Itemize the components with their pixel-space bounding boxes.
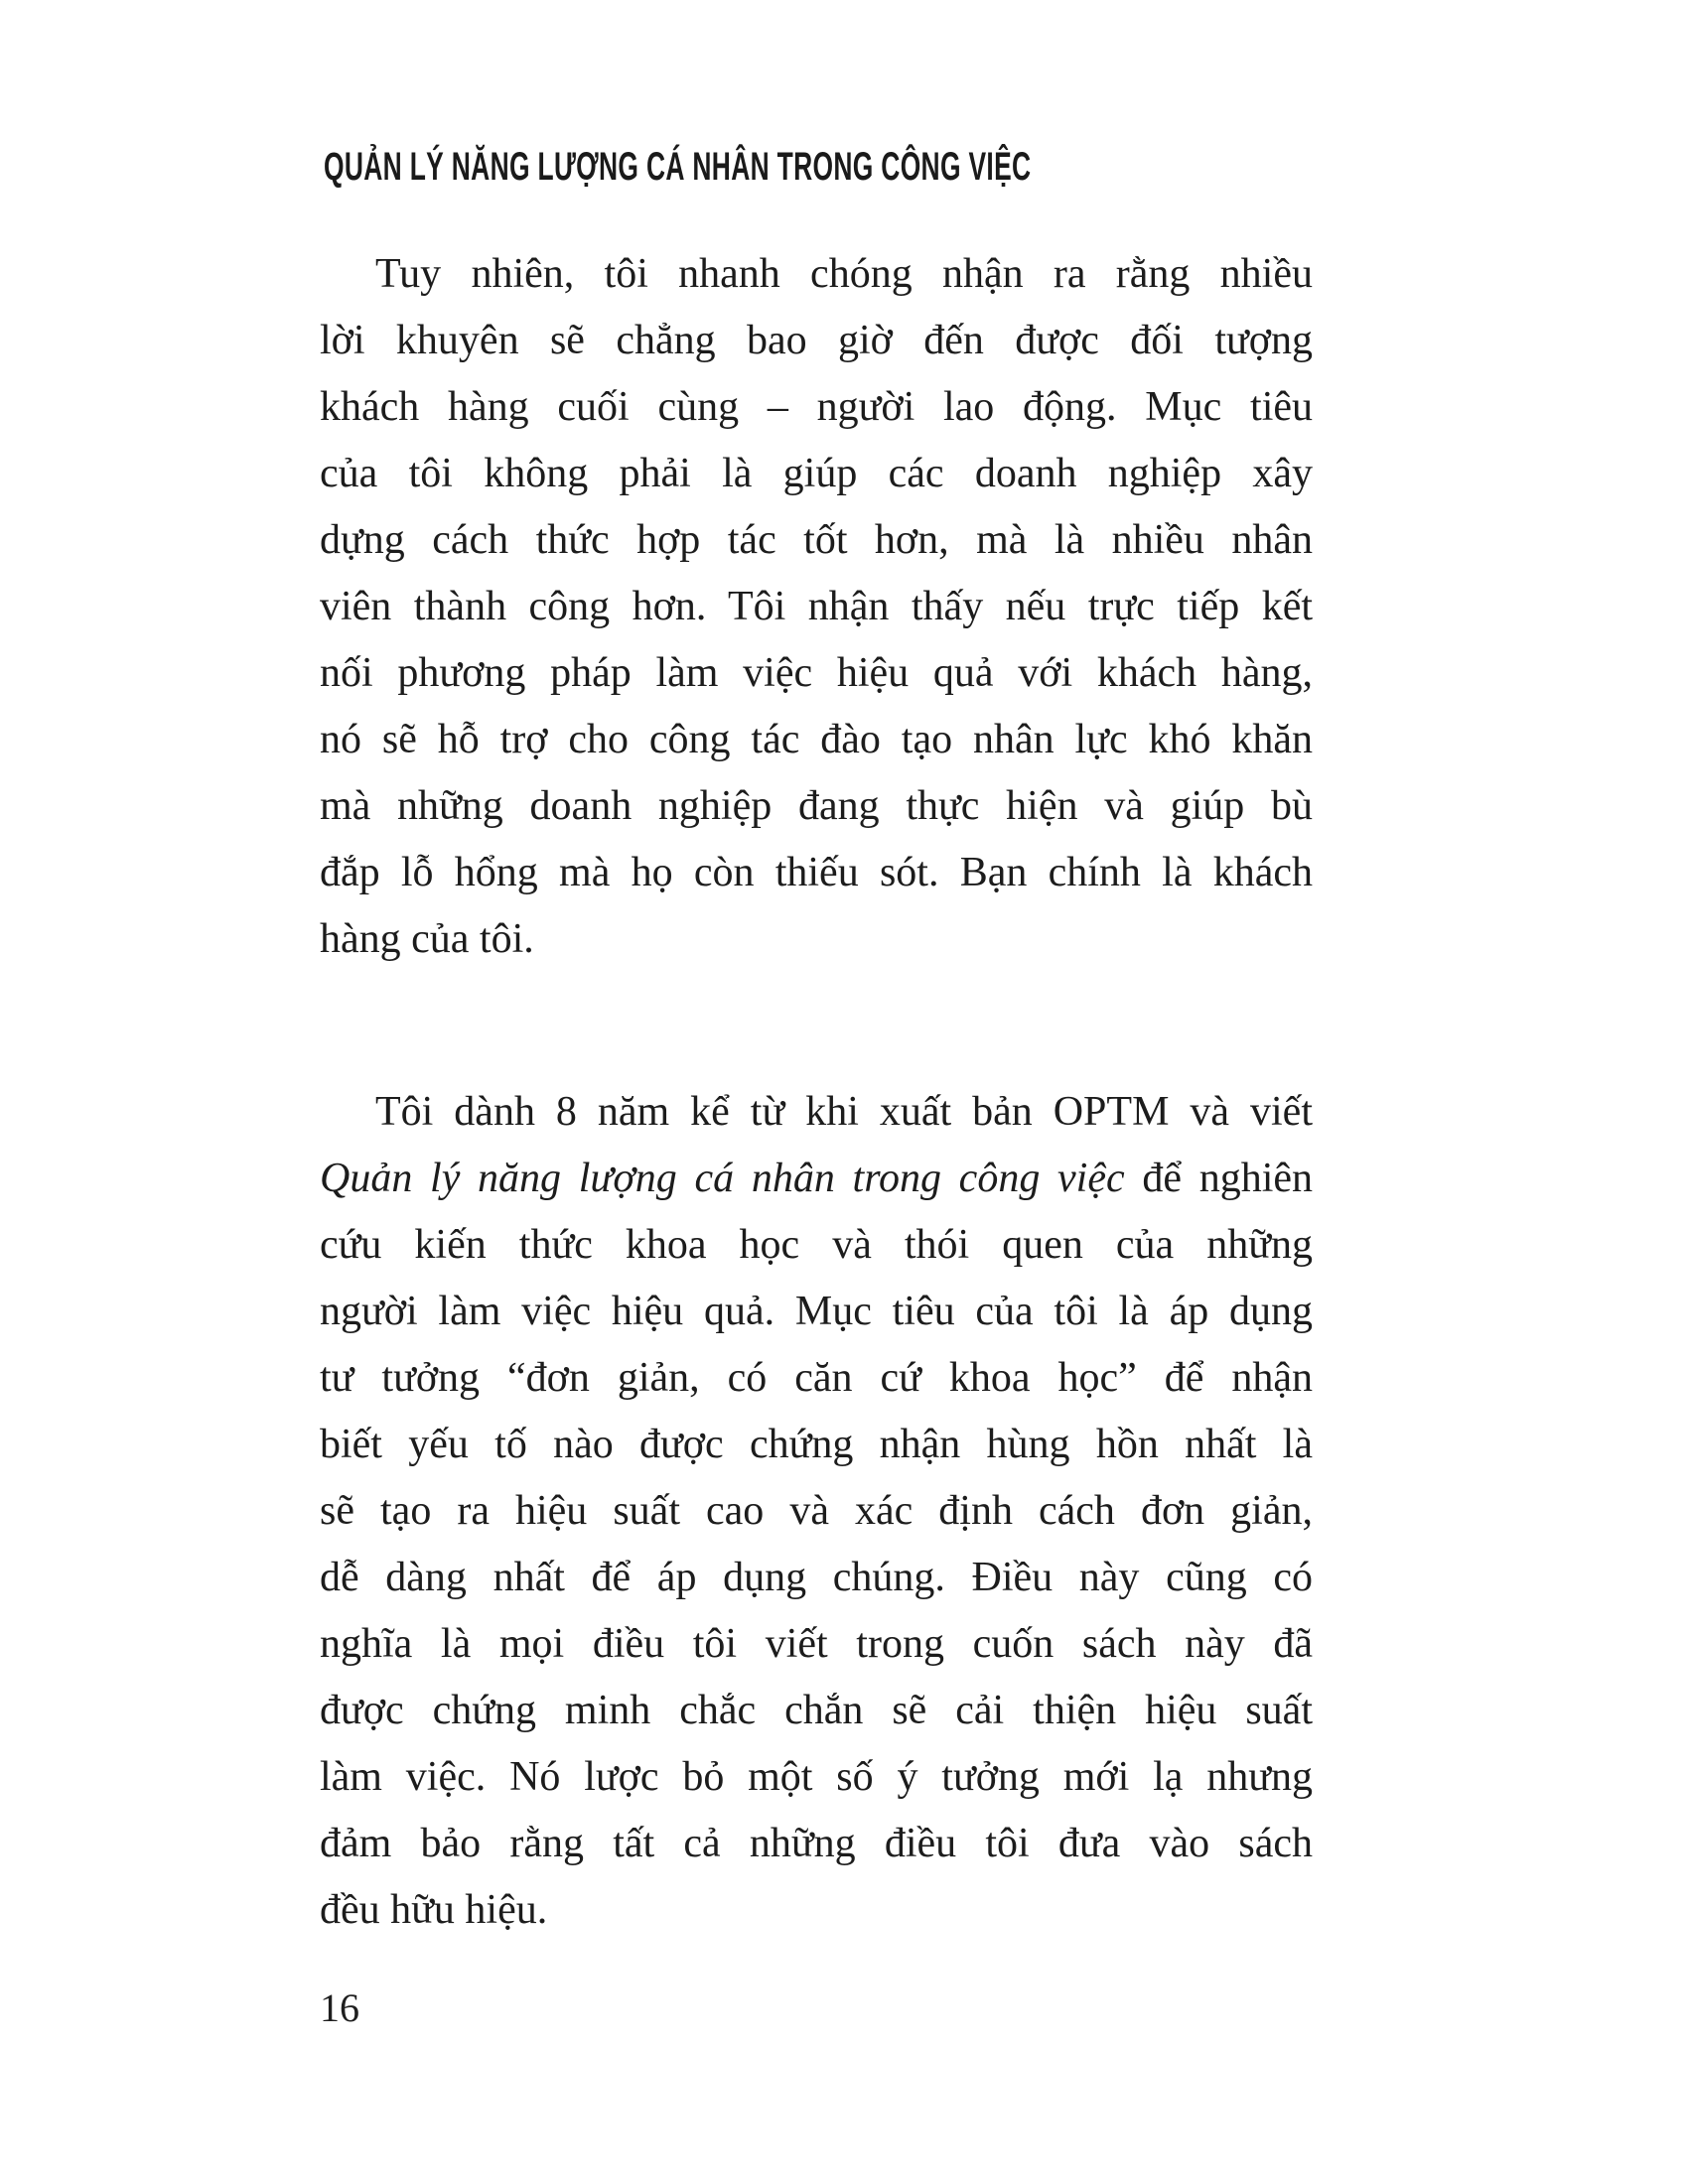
text-line	[320, 1877, 1313, 1944]
text-line	[320, 1811, 1313, 1877]
paragraph	[320, 241, 1313, 973]
text-line	[320, 507, 1313, 574]
text-segment: viên thành công hơn. Tôi nhận thấy nếu trực tiếp kết	[320, 584, 1313, 629]
text-line	[320, 308, 1313, 374]
text-line	[320, 1345, 1313, 1412]
text-segment: của tôi không phải là giúp các doanh nghiệp xây	[320, 451, 1313, 496]
text-segment: nối phương pháp làm việc hiệu quả với khách hàng,	[320, 650, 1313, 696]
text-line	[320, 1279, 1313, 1345]
text-segment: Tuy nhiên, tôi nhanh chóng nhận ra rằng nhiều	[375, 251, 1313, 297]
text-segment: lời khuyên sẽ chẳng bao giờ đến được đối tượng	[320, 318, 1313, 363]
text-segment: nghĩa là mọi điều tôi viết trong cuốn sách này đã	[320, 1621, 1313, 1667]
running-header: QUẢN LÝ NĂNG LƯỢNG CÁ NHÂN TRONG CÔNG VIỆC	[324, 145, 1032, 189]
text-line	[320, 1678, 1313, 1744]
text-line	[320, 1611, 1313, 1678]
text-segment: sẽ tạo ra hiệu suất cao và xác định cách đơn giản,	[320, 1488, 1313, 1534]
text-line	[320, 441, 1313, 507]
text-segment: khách hàng cuối cùng – người lao động. Mục tiêu	[320, 384, 1313, 430]
text-line	[320, 574, 1313, 640]
text-segment: dễ dàng nhất để áp dụng chúng. Điều này cũng có	[320, 1555, 1313, 1600]
text-segment: dựng cách thức hợp tác tốt hơn, mà là nhiều nhân	[320, 517, 1313, 563]
text-segment: cứu kiến thức khoa học và thói quen của những	[320, 1222, 1313, 1268]
text-line	[320, 374, 1313, 441]
text-line	[320, 1146, 1313, 1212]
text-segment: đảm bảo rằng tất cả những điều tôi đưa vào sách	[320, 1821, 1313, 1866]
text-segment: làm việc. Nó lược bỏ một số ý tưởng mới lạ nhưng	[320, 1754, 1313, 1800]
text-segment: Tôi dành 8 năm kể từ khi xuất bản OPTM và viết	[375, 1089, 1313, 1135]
text-segment: nó sẽ hỗ trợ cho công tác đào tạo nhân lực khó khăn	[320, 717, 1313, 762]
text-segment: biết yếu tố nào được chứng nhận hùng hồn nhất là	[320, 1422, 1313, 1467]
text-line	[320, 241, 1313, 308]
text-segment: người làm việc hiệu quả. Mục tiêu của tôi là áp dụng	[320, 1289, 1313, 1334]
text-line	[320, 840, 1313, 906]
book-title-italic: Quản lý năng lượng cá nhân trong công việc	[320, 1156, 1125, 1201]
text-line	[320, 1545, 1313, 1611]
text-segment: mà những doanh nghiệp đang thực hiện và giúp bù	[320, 783, 1313, 829]
text-segment: hàng của tôi.	[320, 916, 534, 962]
text-segment: tư tưởng “đơn giản, có căn cứ khoa học” để nhận	[320, 1355, 1313, 1401]
text-segment: đắp lỗ hổng mà họ còn thiếu sót. Bạn chính là khách	[320, 850, 1313, 895]
text-segment: đều hữu hiệu.	[320, 1887, 548, 1933]
page-number: 16	[320, 1985, 359, 2030]
text-line	[320, 906, 1313, 973]
text-line	[320, 1744, 1313, 1811]
body-text	[320, 241, 1313, 1944]
text-line	[320, 640, 1313, 707]
text-segment: để nghiên	[1124, 1156, 1314, 1201]
paragraph	[320, 1079, 1313, 1944]
text-line	[320, 1079, 1313, 1146]
text-line	[320, 707, 1313, 773]
text-segment: được chứng minh chắc chắn sẽ cải thiện hiệu suất	[320, 1688, 1313, 1733]
text-line	[320, 1412, 1313, 1478]
text-line	[320, 773, 1313, 840]
text-line	[320, 1478, 1313, 1545]
text-line	[320, 1212, 1313, 1279]
